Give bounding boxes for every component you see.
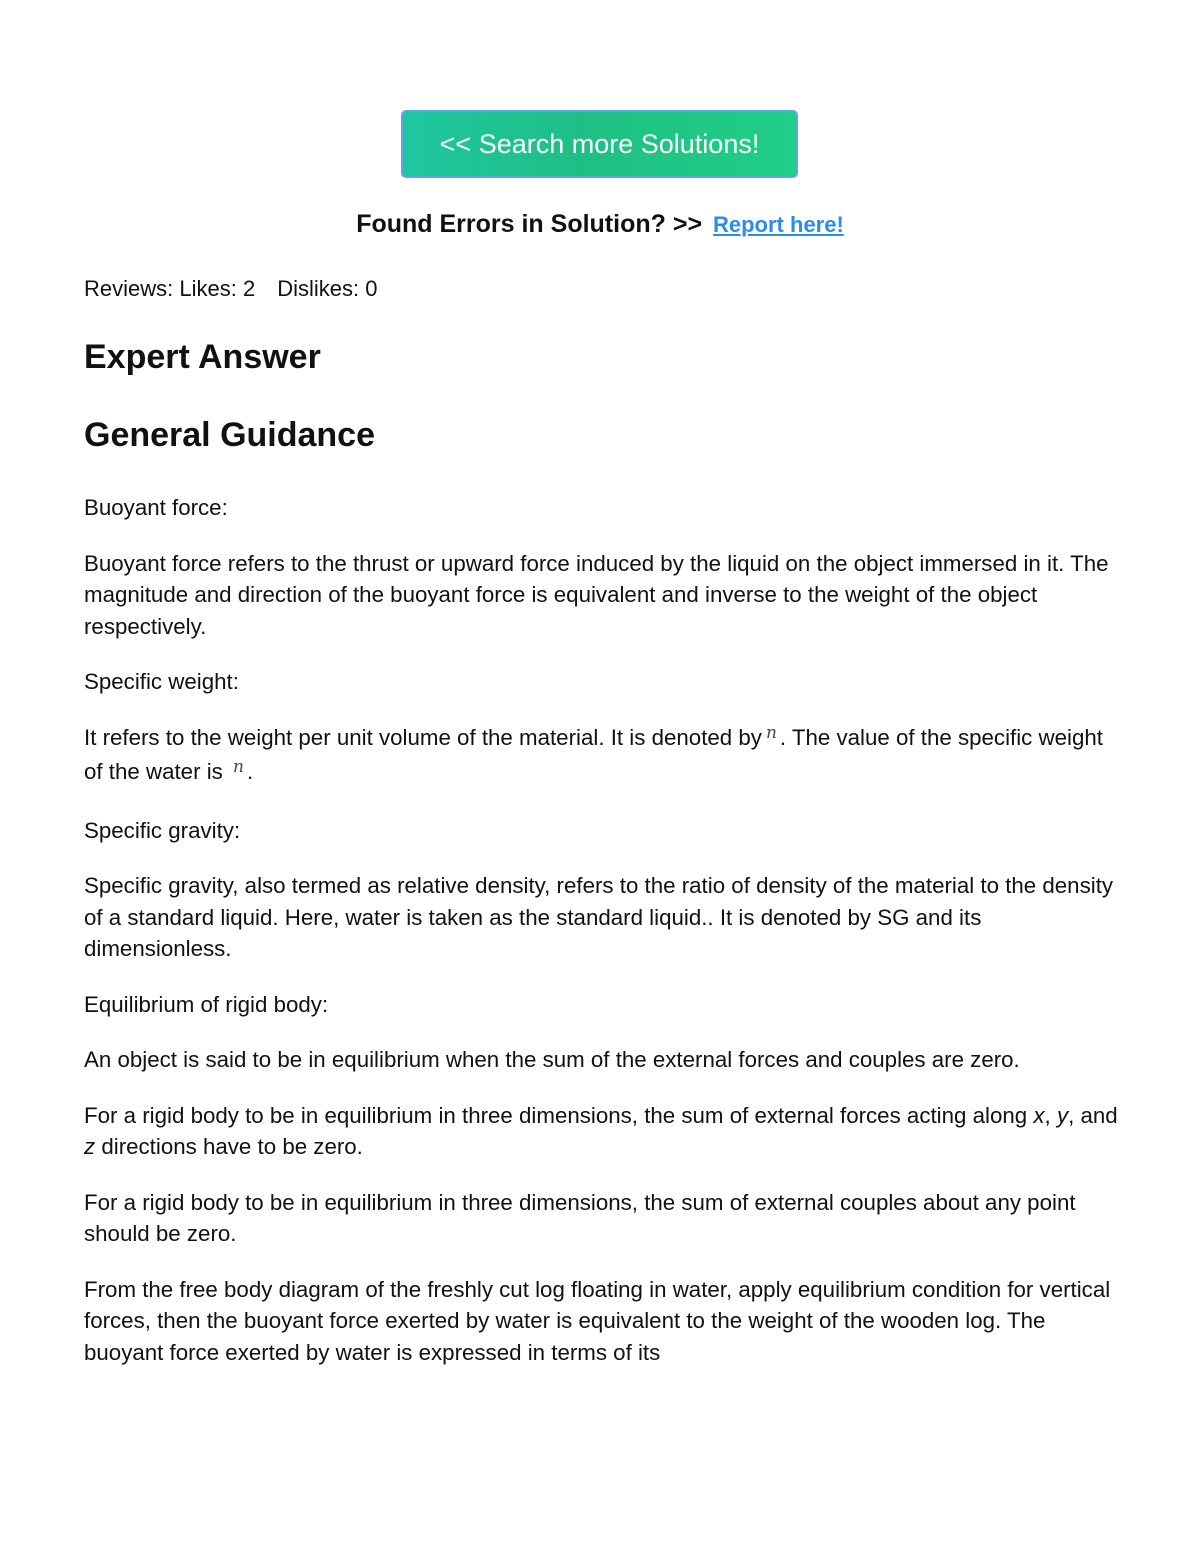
forces-text-a: For a rigid body to be in equilibrium in three dimensions, the sum of external forces acting along [84,1102,1028,1128]
equilibrium-title: Equilibrium of rigid body: [84,991,329,1017]
x-variable: x [1033,1102,1045,1128]
specific-weight-text-b: . The value of the specific weight of the water is [84,724,1103,784]
specific-weight-title: Specific weight: [84,669,239,694]
buoyant-force-title: Buoyant force: [84,495,228,520]
report-here-link[interactable]: Report here! [713,212,844,237]
specific-weight-text-c: . [246,759,254,784]
found-errors-line [0,210,1200,239]
forces-text-b: directions have to be zero. [101,1134,363,1159]
buoyant-force-paragraph: Buoyant force refers to the thrust or upward force induced by the liquid on the object immersed in it. The magnitude and direction of the buoyant force is equivalent and inverse to the weight of the object respectively. [84,550,1109,639]
gamma-water-symbol-icon: n [233,757,244,777]
search-more-solutions-button[interactable]: << Search more Solutions! [401,110,798,178]
answer-content [84,492,1124,1392]
forces-sep-1: , [1044,1102,1051,1128]
found-errors-text: Found Errors in Solution? >> [356,210,703,238]
z-variable: z [84,1134,96,1159]
y-variable: y [1056,1102,1069,1128]
gamma-symbol-icon: n [765,722,777,743]
general-guidance-heading: General Guidance [84,416,375,454]
specific-gravity-paragraph: Specific gravity, also termed as relative density, refers to the ratio of density of the material to the density of a standard liquid. Here, water is taken as the standard liquid.. It is denoted by SG and its dimensionless. [84,873,1114,961]
reviews-line [84,276,377,302]
forces-sep-2: , and [1068,1102,1118,1128]
reviews-label: Reviews: [84,276,174,301]
expert-answer-heading: Expert Answer [84,338,321,376]
specific-weight-paragraph [84,722,1124,791]
free-body-paragraph: From the free body diagram of the freshly cut log floating in water, apply equilibrium condition for vertical forces, then the buoyant force exerted by water is equivalent to the weight of the wooden log. The buoyant force exerted by water is expressed in terms of its [84,1276,1111,1365]
likes-count: Likes: 2 [179,276,256,301]
equilibrium-paragraph: An object is said to be in equilibrium when the sum of the external forces and couples are zero. [84,1047,1020,1072]
specific-weight-text-a: It refers to the weight per unit volume of the material. It is denoted by [84,724,762,750]
specific-gravity-title: Specific gravity: [84,817,241,843]
equilibrium-forces-paragraph [84,1100,1124,1163]
dislikes-count: Dislikes: 0 [277,276,378,301]
equilibrium-couples-paragraph: For a rigid body to be in equilibrium in three dimensions, the sum of external couples about any point should be zero. [84,1189,1076,1246]
